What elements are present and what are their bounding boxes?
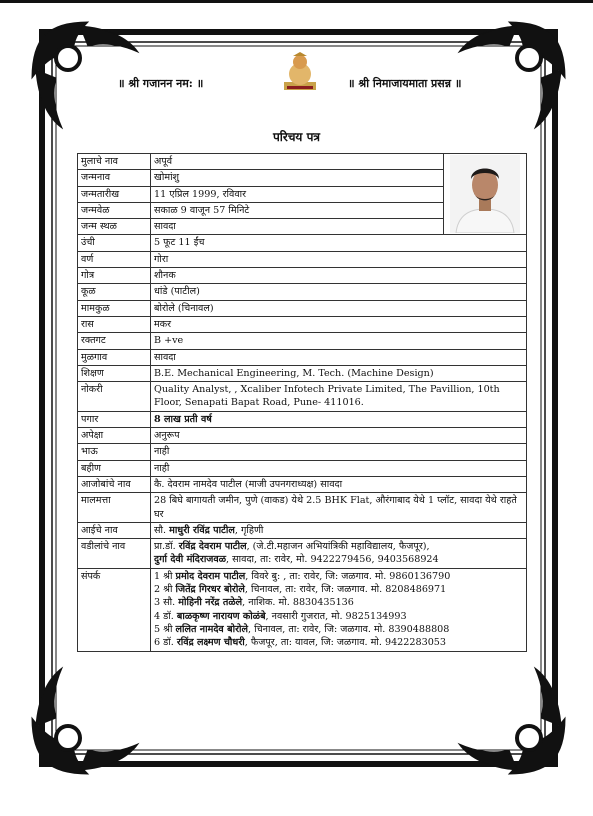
row-label-father: वडीलांचे नाव xyxy=(78,539,151,569)
row-label-job: नोकरी xyxy=(78,382,151,412)
row-value-contacts xyxy=(151,568,527,651)
contact-name: बाळकृष्ण नारायण कोळंबे xyxy=(176,610,266,622)
row-value-father xyxy=(151,539,527,569)
row-value-job: Quality Analyst, , Xcaliber Infotech Private Limited, The Pavillion, 10th Floor, Senapati Bapat Road, Pune- 411016. xyxy=(151,382,527,412)
invocation-left: ॥ श्री गजानन नम: ॥ xyxy=(118,77,204,90)
row-label-kul: कूळ xyxy=(78,284,151,300)
contact-name: ललित नामदेव बोरोले xyxy=(175,623,248,635)
table-row xyxy=(78,411,527,427)
row-label-expectation: अपेक्षा xyxy=(78,428,151,444)
contact-details: , नाशिक. मो. 8830435136 xyxy=(242,597,354,609)
row-label-mother: आईचे नाव xyxy=(78,522,151,538)
contact-prefix: 3 सौ. xyxy=(154,597,179,609)
row-label-education: शिक्षण xyxy=(78,365,151,381)
row-value-property: 28 बिघे बागायती जमीन, पुणे (वाकड) येथे 2.5 BHK Flat, औरंगाबाद येथे 1 प्लॉट, सावदा येथे राहते घर xyxy=(151,493,527,523)
contact-item xyxy=(154,636,523,649)
profile-photo-cell xyxy=(444,154,527,235)
row-label-grandfather: आजोबांचे नाव xyxy=(78,476,151,492)
contact-prefix: 5 श्री xyxy=(154,623,176,635)
table-row xyxy=(78,284,527,300)
table-row xyxy=(78,444,527,460)
table-row xyxy=(78,365,527,381)
row-value-complexion: गोरा xyxy=(151,251,527,267)
row-label-contacts: संपर्क xyxy=(78,568,151,651)
table-row xyxy=(78,476,527,492)
table-row xyxy=(78,235,527,251)
row-label-pob: जन्म स्थळ xyxy=(78,219,151,235)
contact-item xyxy=(154,583,523,596)
contact-name: जितेंद्र गिरधर बोरोले xyxy=(175,584,245,596)
row-value-education: B.E. Mechanical Engineering, M. Tech. (Machine Design) xyxy=(151,365,527,381)
biodata-table xyxy=(77,153,527,652)
row-label-gotra: गोत्र xyxy=(78,268,151,284)
father-address-phone: , सावदा, ता: रावेर, मो. 9422279456, 9403568924 xyxy=(226,554,439,566)
contact-name: रविंद्र लक्ष्मण चौधरी xyxy=(176,637,245,649)
contact-name: प्रमोद देवराम पाटील xyxy=(175,570,246,582)
contact-item xyxy=(154,596,523,609)
contact-details: , विवरे बु: , ता: रावेर, जि: जळगाव. मो. 9860136790 xyxy=(245,570,451,582)
father-prefix: प्रा.डॉ. xyxy=(154,541,179,553)
row-label-blood: रक्तगट xyxy=(78,333,151,349)
table-row xyxy=(78,251,527,267)
table-row xyxy=(78,493,527,523)
contact-details: , फैजपूर, ता: यावल, जि: जळगाव. मो. 9422283053 xyxy=(244,637,447,649)
row-value-grandfather: कै. देवराम नामदेव पाटील (माजी उपनगराध्यक्ष) सावदा xyxy=(151,476,527,492)
mother-prefix: सौ. xyxy=(154,524,170,536)
top-rule xyxy=(0,0,593,3)
contact-details: , चिनावल, ता: रावेर, जि: जळगाव. मो. 8390488808 xyxy=(247,623,450,635)
mother-occupation: , गृहिणी xyxy=(234,524,264,536)
contact-prefix: 2 श्री xyxy=(154,584,176,596)
row-value-pob: सावदा xyxy=(151,219,444,235)
row-label-brother: भाऊ xyxy=(78,444,151,460)
row-value-brother: नाही xyxy=(151,444,527,460)
father-workplace: , (जे.टी.महाजन अभियांत्रिकी महाविद्यालय, फैजपूर), xyxy=(246,541,430,553)
row-label-native: मुळगाव xyxy=(78,349,151,365)
profile-photo xyxy=(450,155,520,233)
row-value-native: सावदा xyxy=(151,349,527,365)
row-label-janmanav: जन्मनाव xyxy=(78,170,151,186)
table-row xyxy=(78,154,527,170)
row-value-salary: 8 लाख प्रती वर्ष xyxy=(151,411,527,427)
row-label-ras: रास xyxy=(78,316,151,332)
row-value-janmanav: खोमांशु xyxy=(151,170,444,186)
row-value-height: 5 फूट 11 ईंच xyxy=(151,235,527,251)
contact-prefix: 1 श्री xyxy=(154,570,176,582)
contact-item xyxy=(154,570,523,583)
row-value-gotra: शौनक xyxy=(151,268,527,284)
row-label-salary: पगार xyxy=(78,411,151,427)
contact-item xyxy=(154,623,523,636)
row-label-property: मालमत्ता xyxy=(78,493,151,523)
row-value-name: अपूर्व xyxy=(151,154,444,170)
row-value-expectation: अनुरूप xyxy=(151,428,527,444)
table-row xyxy=(78,460,527,476)
document-title: परिचय पत्र xyxy=(272,130,321,144)
mother-name: माधुरी रविंद्र पाटील xyxy=(169,524,235,536)
contact-name: मोहिनी नरेंद्र तळेले xyxy=(178,597,243,609)
row-label-dob: जन्मतारीख xyxy=(78,186,151,202)
table-row xyxy=(78,539,527,569)
table-row xyxy=(78,268,527,284)
table-row xyxy=(78,333,527,349)
row-value-sister: नाही xyxy=(151,460,527,476)
contact-item xyxy=(154,610,523,623)
contact-details: , चिनावल, ता: रावेर, जि: जळगाव. मो. 8208486971 xyxy=(244,584,447,596)
table-row xyxy=(78,382,527,412)
row-value-blood: B +ve xyxy=(151,333,527,349)
invocation-right: ॥ श्री निमाजायमाता प्रसन्न ॥ xyxy=(348,77,462,90)
father-address-landmark: दुर्गा देवी मंदिराजवळ xyxy=(154,554,227,566)
contact-prefix: 4 डॉ. xyxy=(154,610,177,622)
table-row xyxy=(78,316,527,332)
row-label-sister: बहीण xyxy=(78,460,151,476)
deity-image xyxy=(283,52,317,92)
row-value-dob: 11 एप्रिल 1999, रविवार xyxy=(151,186,444,202)
row-value-tob: सकाळ 9 वाजून 57 मिनिटे xyxy=(151,202,444,218)
table-row xyxy=(78,349,527,365)
row-value-kul: धांडे (पाटील) xyxy=(151,284,527,300)
table-row xyxy=(78,522,527,538)
father-name: रविंद्र देवराम पाटील xyxy=(178,541,247,553)
row-value-ras: मकर xyxy=(151,316,527,332)
row-value-mother xyxy=(151,522,527,538)
row-label-height: उंची xyxy=(78,235,151,251)
table-row xyxy=(78,300,527,316)
row-label-name: मुलाचे नाव xyxy=(78,154,151,170)
table-row xyxy=(78,428,527,444)
row-value-mamakul: बोरोले (चिनावल) xyxy=(151,300,527,316)
contact-details: , नवसारी गुजरात, मो. 9825134993 xyxy=(265,610,407,622)
row-label-complexion: वर्ण xyxy=(78,251,151,267)
row-label-tob: जन्मवेळ xyxy=(78,202,151,218)
row-label-mamakul: मामकुळ xyxy=(78,300,151,316)
contact-prefix: 6 डॉ. xyxy=(154,637,177,649)
table-row xyxy=(78,568,527,651)
